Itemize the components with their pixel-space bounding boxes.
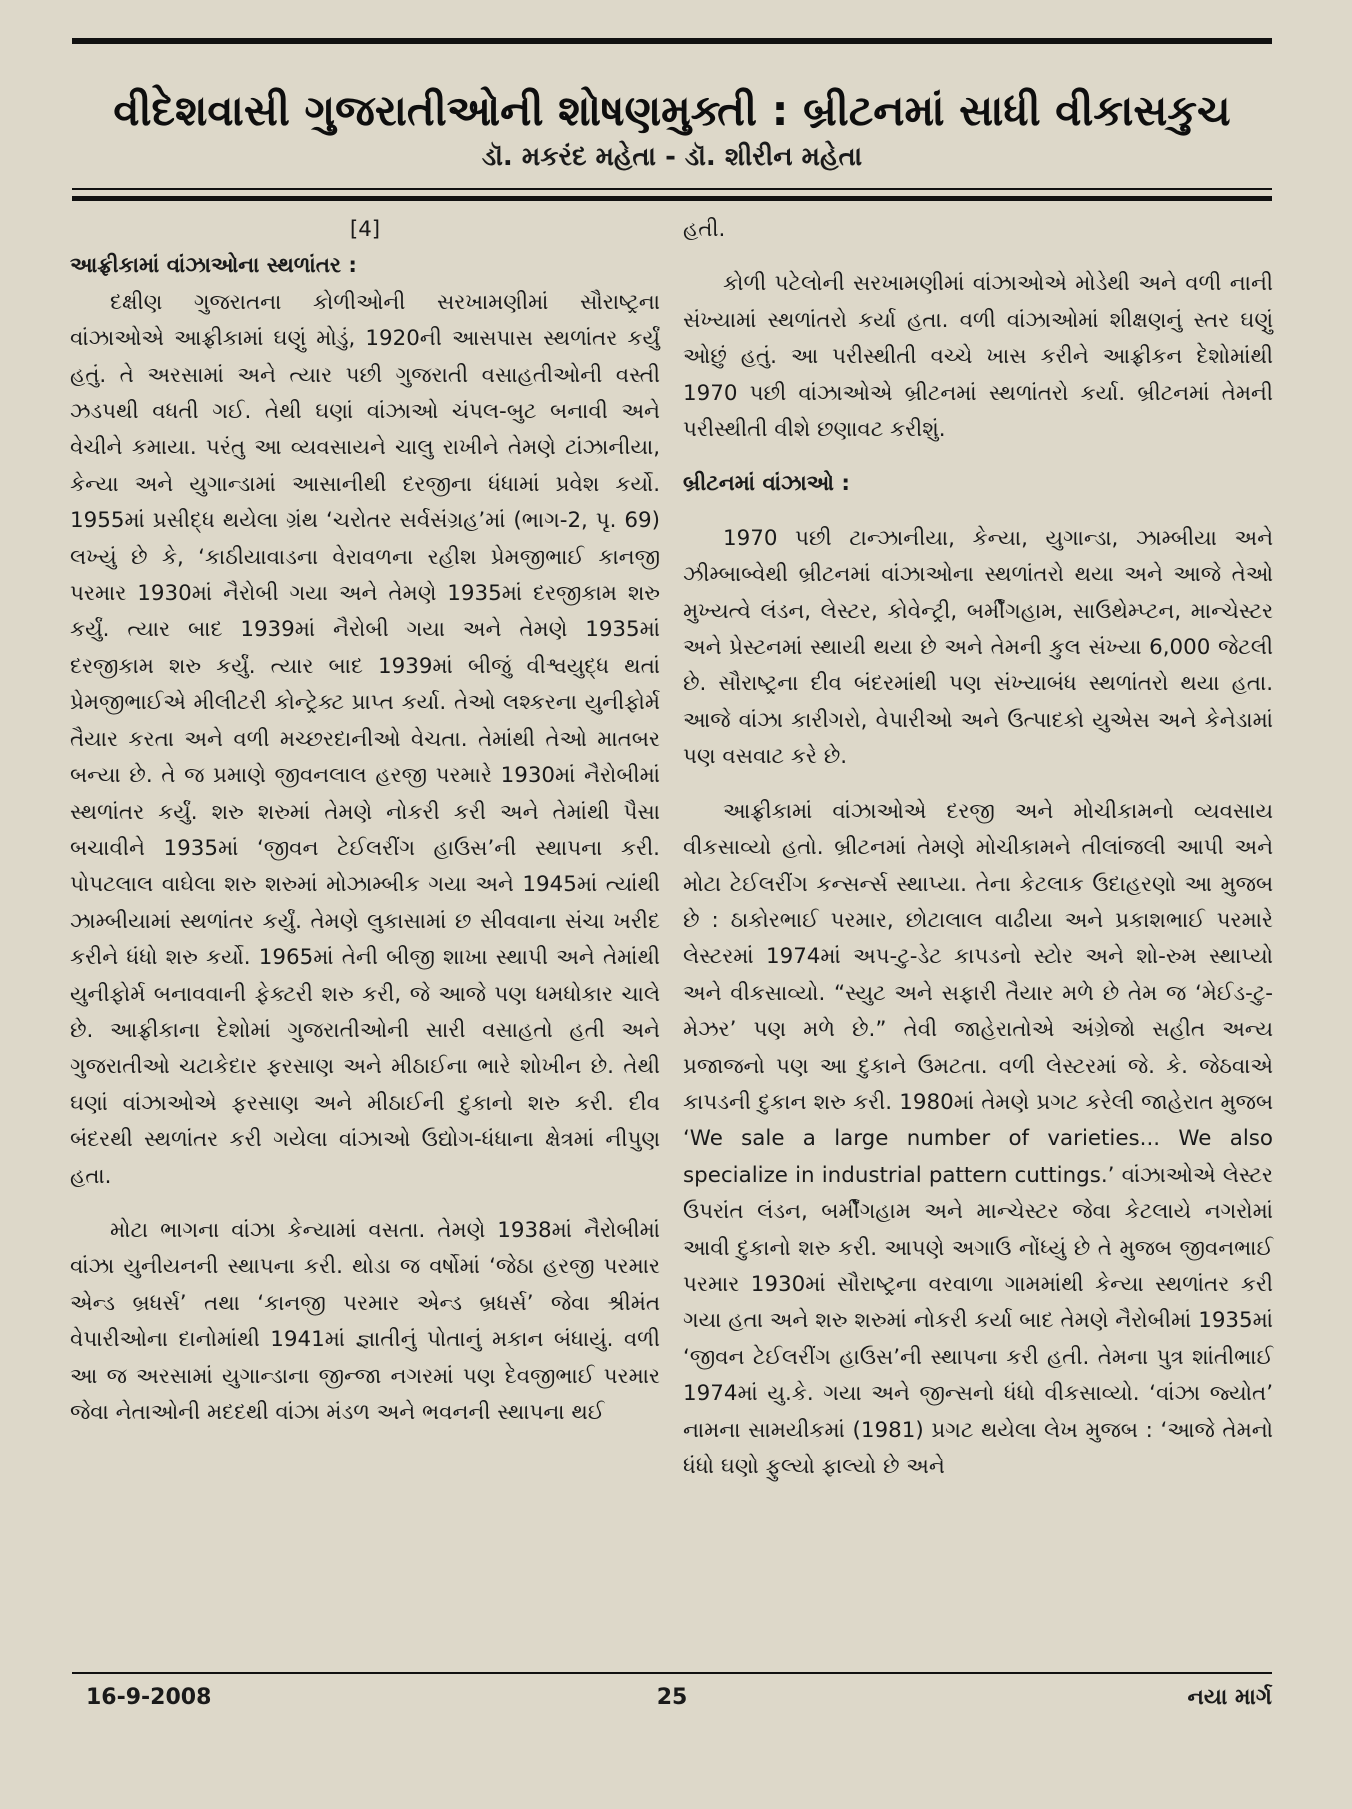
paragraph-gap (683, 448, 1273, 466)
paragraph-gap (683, 248, 1273, 266)
left-column (70, 212, 660, 1431)
magazine-name: નયા માર્ગ (1187, 1685, 1272, 1710)
article-title: વીદેશવાસી ગુજરાતીઓની શોષણમુક્તી : બ્રીટનમાં સાધી વીકાસકુચ (113, 86, 1231, 136)
section-heading-britain: બ્રીટનમાં વાંઝાઓ : (683, 471, 850, 497)
paragraph-gap (683, 776, 1273, 794)
paragraph: દક્ષીણ ગુજરાતના કોળીઓની સરખામણીમાં સૌરાષ્ટ્રના વાંઝાઓએ આફ્રીકામાં ઘણું મોડું, 1920ની આસપાસ સ્થળાંતર કર્યું હતું. તે અરસામાં અને ત્યાર પછી ગુજરાતી વસાહતીઓની વસ્તી ઝડપથી વધતી ગઈ. તેથી ઘણાં વાંઝાઓ ચંપલ-બુટ બનાવી અને વેચીને કમાયા. પરંતુ આ વ્યવસાયને ચાલુ રાખીને તેમણે ટાંઝાનીયા, કેન્યા અને યુગાન્ડામાં આસાનીથી દરજીના ધંધામાં પ્રવેશ કર્યો. 1955માં પ્રસીદ્ધ થયેલા ગ્રંથ ‘ચરોતર સર્વસંગ્રહ’માં (ભાગ-2, પૃ. 69) લખ્યું છે કે, ‘કાઠીયાવાડના વેરાવળના રહીશ પ્રેમજીભાઈ કાનજી પરમાર 1930માં નૈરોબી ગયા અને તેમણે 1935માં દરજીકામ શરુ કર્યું. ત્યાર બાદ 1939માં નૈરોબી ગયા અને તેમણે 1935માં દરજીકામ શરુ કર્યું. ત્યાર બાદ 1939માં બીજું વીશ્વયુદ્ધ થતાં પ્રેમજીભાઈએ મીલીટરી કોન્ટ્રેક્ટ પ્રાપ્ત કર્યા. તેઓ લશ્કરના યુનીફોર્મ તૈયાર કરતા અને વળી મચ્છરદાનીઓ વેચતા. તેમાંથી તેઓ માતબર બન્યા છે. તે જ પ્રમાણે જીવનલાલ હરજી પરમારે 1930માં નૈરોબીમાં સ્થળાંતર કર્યું. શરુ શરુમાં તેમણે નોકરી કરી અને તેમાંથી પૈસા બચાવીને 1935માં ‘જીવન ટેઈલરીંગ હાઉસ’ની સ્થાપના કરી. પોપટલાલ વાઘેલા શરુ શરુમાં મોઝામ્બીક ગયા અને 1945માં ત્યાંથી ઝામ્બીયામાં સ્થળાંતર કર્યું. તેમણે લુકાસામાં છ સીવવાના સંચા ખરીદ કરીને ધંધો શરુ કર્યો. 1965માં તેની બીજી શાખા સ્થાપી અને તેમાંથી યુનીફોર્મ બનાવવાની ફેક્ટરી શરુ કરી, જે આજે પણ ધમધોકાર ચાલે છે. આફ્રીકાના દેશોમાં ગુજરાતીઓની સારી વસાહતો હતી અને ગુજરાતીઓ ચટાકેદાર ફરસાણ અને મીઠાઈના ભારે શોખીન છે. તેથી ઘણાં વાંઝાઓએ ફરસાણ અને મીઠાઈની દુકાનો શરુ કરી. દીવ બંદરથી સ્થળાંતર કરી ગયેલા વાંઝાઓ ઉદ્યોગ-ધંધાના ક્ષેત્રમાં નીપુણ હતા. (70, 289, 660, 1189)
paragraph: 1970 પછી ટાન્ઝાનીયા, કેન્યા, યુગાન્ડા, ઝામ્બીયા અને ઝીમ્બાબ્વેથી બ્રીટનમાં વાંઝાઓના સ્થળાંતરો થયા અને આજે તેઓ મુખ્યત્વે લંડન, લેસ્ટર, કોવેન્ટ્રી, બર્મીંગહામ, સાઉથેમ્પ્ટન, માન્ચેસ્ટર અને પ્રેસ્ટનમાં સ્થાયી થયા છે અને તેમની કુલ સંખ્યા 6,000 જેટલી છે. સૌરાષ્ટ્રના દીવ બંદરમાંથી પણ સંખ્યાબંધ સ્થળાંતરો થયા હતા. આજે વાંઝા કારીગરો, વેપારીઓ અને ઉત્પાદકો યુએસ અને કેનેડામાં પણ વસવાટ કરે છે. (683, 525, 1273, 770)
top-rule (72, 38, 1272, 44)
paragraph: આફ્રીકામાં વાંઝાઓએ દરજી અને મોચીકામનો વ્યવસાય વીકસાવ્યો હતો. બ્રીટનમાં તેમણે મોચીકામને તીલાંજલી આપી અને મોટા ટેઈલરીંગ કન્સર્ન્સ સ્થાપ્યા. તેના કેટલાક ઉદાહરણો આ મુજબ છે : ઠાકોરભાઈ પરમાર, છોટાલાલ વાઢીયા અને પ્રકાશભાઈ પરમારે લેસ્ટરમાં 1974માં અપ-ટુ-ડેટ કાપડનો સ્ટોર અને શો-રુમ સ્થાપ્યો અને વીકસાવ્યો. “સ્યુટ અને સફારી તૈયાર મળે છે તેમ જ ‘મેઈડ-ટુ-મેઝર’ પણ મળે છે.” તેવી જાહેરાતોએ અંગ્રેજો સહીત અન્ય પ્રજાજનો પણ આ દુકાને ઉમટતા. વળી લેસ્ટરમાં જે. કે. જેઠવાએ કાપડની દુકાન શરુ કરી. 1980માં તેમણે પ્રગટ કરેલી જાહેરાત મુજબ ‘We sale a large number of varieties... We also specialize in industrial pattern cuttings.’ વાંઝાઓએ લેસ્ટર ઉપરાંત લંડન, બર્મીંગહામ અને માન્ચેસ્ટર જેવા કેટલાયે નગરોમાં આવી દુકાનો શરુ કરી. આપણે અગાઉ નોંધ્યું છે તે મુજબ જીવનભાઈ પરમાર 1930માં સૌરાષ્ટ્રના વરવાળા ગામમાંથી કેન્યા સ્થળાંતર કરી ગયા હતા અને શરુ શરુમાં નોકરી કર્યા બાદ તેમણે નૈરોબીમાં 1935માં ‘જીવન ટેઈલરીંગ હાઉસ’ની સ્થાપના કરી હતી. તેમના પુત્ર શાંતીભાઈ 1974માં યુ.કે. ગયા અને જીન્સનો ધંધો વીકસાવ્યો. ‘વાંઝા જ્યોત’ નામના સામયીકમાં (1981) પ્રગટ થયેલા લેખ મુજબ : ‘આજે તેમનો ધંધો ઘણો ફુલ્યો ફાલ્યો છે અને (683, 798, 1273, 1479)
section-heading-africa: આફ્રીકામાં વાંઝાઓના સ્થળાંતર : (70, 253, 357, 279)
paragraph-gap (70, 1195, 660, 1213)
issue-date: 16-9-2008 (86, 1685, 212, 1710)
paragraph-gap (683, 503, 1273, 521)
page-number: 25 (656, 1685, 688, 1710)
paragraph-continuation: હતી. (683, 217, 726, 242)
paragraph: કોળી પટેલોની સરખામણીમાં વાંઝાઓએ મોડેથી અને વળી નાની સંખ્યામાં સ્થળાંતરો કર્યા હતા. વળી વાંઝાઓમાં શીક્ષણનું સ્તર ઘણું ઓછું હતું. આ પરીસ્થીતી વચ્ચે ખાસ કરીને આફ્રીકન દેશોમાંથી 1970 પછી વાંઝાઓએ બ્રીટનમાં સ્થળાંતરો કર્યા. બ્રીટનમાં તેમની પરીસ્થીતી વીશે છણાવટ કરીશું. (683, 271, 1273, 443)
header-rule-thin (72, 188, 1272, 190)
paragraph: મોટા ભાગના વાંઝા કેન્યામાં વસતા. તેમણે 1938માં નૈરોબીમાં વાંઝા યુનીયનની સ્થાપના કરી. થોડા જ વર્ષોમાં ‘જેઠા હરજી પરમાર એન્ડ બ્રધર્સ’ તથા ‘કાનજી પરમાર એન્ડ બ્રધર્સ’ જેવા શ્રીમંત વેપારીઓના દાનોમાંથી 1941માં જ્ઞાતીનું પોતાનું મકાન બંધાયું. વળી આ જ અરસામાં યુગાન્ડાના જીન્જા નગરમાં પણ દેવજીભાઈ પરમાર જેવા નેતાઓની મદદથી વાંઝા મંડળ અને ભવનની સ્થાપના થઈ (70, 1217, 660, 1425)
right-column (683, 212, 1273, 1485)
header-rule-thick (72, 196, 1272, 201)
section-number: [4] (349, 217, 381, 242)
article-authors: ડૉ. મકરંદ મહેતા - ડૉ. શીરીન મહેતા (481, 142, 863, 172)
footer-rule (72, 1672, 1272, 1674)
